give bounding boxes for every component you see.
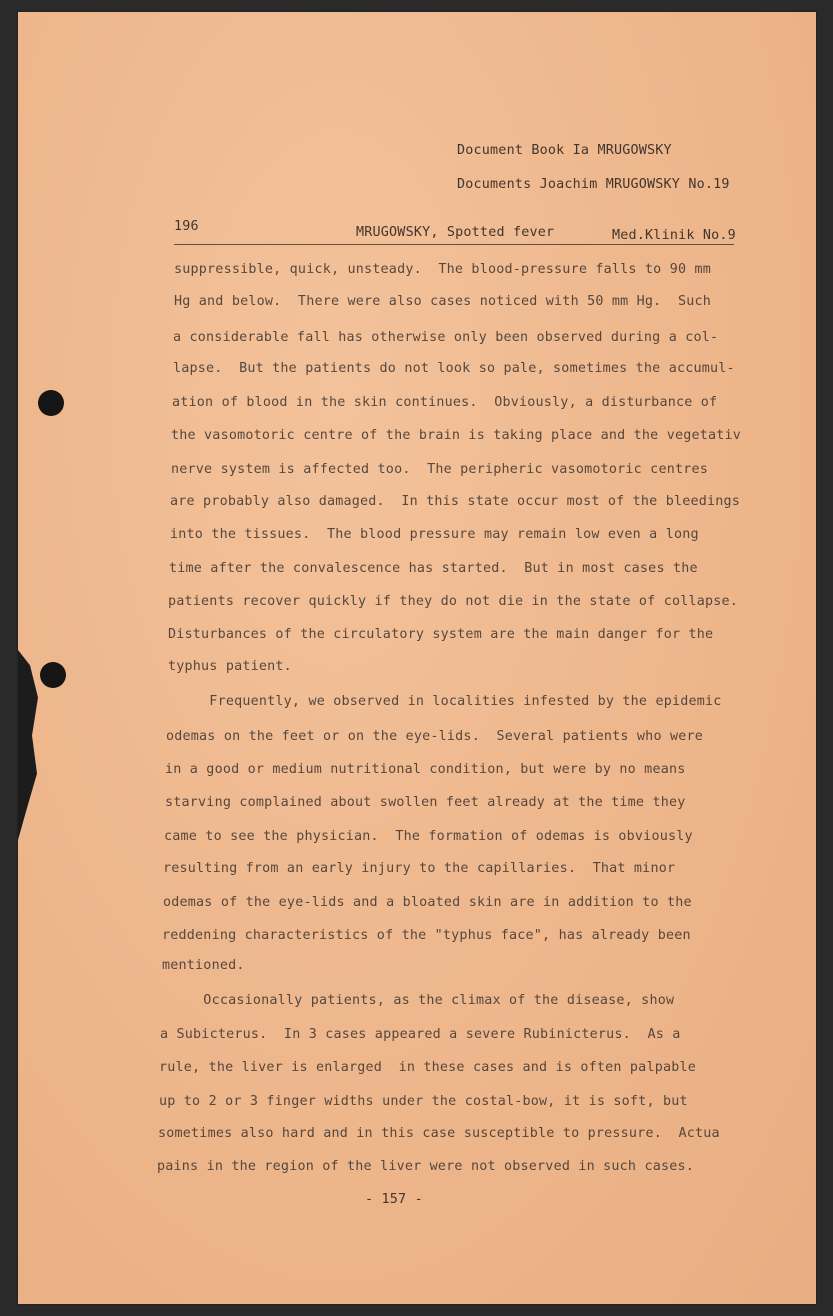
- body-line: typhus patient.: [168, 659, 292, 674]
- body-line: mentioned.: [162, 958, 245, 973]
- body-line: suppressible, quick, unsteady. The blood-pressure falls to 90 mm: [174, 262, 712, 277]
- body-line: reddening characteristics of the "typhus face", has already been: [162, 928, 691, 943]
- page-number-header: 196: [174, 219, 199, 234]
- punch-hole-bottom: [40, 662, 66, 688]
- body-line: odemas of the eye-lids and a bloated skin are in addition to the: [163, 895, 692, 910]
- body-line: Disturbances of the circulatory system are the main danger for the: [168, 627, 714, 642]
- body-line: odemas on the feet or on the eye-lids. Several patients who were: [166, 729, 704, 744]
- body-line: lapse. But the patients do not look so pale, sometimes the accumul-: [173, 361, 735, 376]
- body-line: rule, the liver is enlarged in these cases and is often palpable: [159, 1060, 697, 1075]
- header-rule: [174, 244, 734, 245]
- body-line: are probably also damaged. In this state occur most of the bleedings: [170, 494, 741, 509]
- body-line: time after the convalescence has started. But in most cases the: [169, 561, 698, 576]
- body-line: starving complained about swollen feet already at the time they: [165, 795, 686, 810]
- body-line: pains in the region of the liver were not observed in such cases.: [157, 1159, 695, 1174]
- document-number-label: Documents Joachim MRUGOWSKY No.19: [457, 177, 730, 192]
- body-line: in a good or medium nutritional condition, but were by no means: [165, 762, 686, 777]
- document-page: [18, 12, 816, 1304]
- body-line: sometimes also hard and in this case susceptible to pressure. Actua: [158, 1126, 720, 1141]
- punch-hole-top: [38, 390, 64, 416]
- page-number-footer: - 157 -: [365, 1192, 423, 1207]
- body-line: Hg and below. There were also cases noticed with 50 mm Hg. Such: [174, 294, 712, 309]
- body-line: up to 2 or 3 finger widths under the costal-bow, it is soft, but: [159, 1094, 688, 1109]
- body-line: the vasomotoric centre of the brain is taking place and the vegetativ: [171, 428, 742, 443]
- body-line: ation of blood in the skin continues. Obviously, a disturbance of: [172, 395, 718, 410]
- running-title: MRUGOWSKY, Spotted fever: [356, 225, 555, 240]
- body-line: nerve system is affected too. The peripheric vasomotoric centres: [171, 462, 709, 477]
- body-line: came to see the physician. The formation of odemas is obviously: [164, 829, 693, 844]
- body-line: patients recover quickly if they do not die in the state of collapse.: [168, 594, 739, 609]
- body-line: Occasionally patients, as the climax of the disease, show: [162, 993, 675, 1008]
- body-line: a Subicterus. In 3 cases appeared a severe Rubinicterus. As a: [160, 1027, 681, 1042]
- body-line: Frequently, we observed in localities infested by the epidemic: [168, 694, 722, 709]
- body-line: into the tissues. The blood pressure may remain low even a long: [170, 527, 699, 542]
- body-line: resulting from an early injury to the capillaries. That minor: [163, 861, 676, 876]
- source-reference: Med.Klinik No.9: [612, 228, 736, 243]
- body-line: a considerable fall has otherwise only been observed during a col-: [173, 330, 719, 345]
- document-book-label: Document Book Ia MRUGOWSKY: [457, 143, 672, 158]
